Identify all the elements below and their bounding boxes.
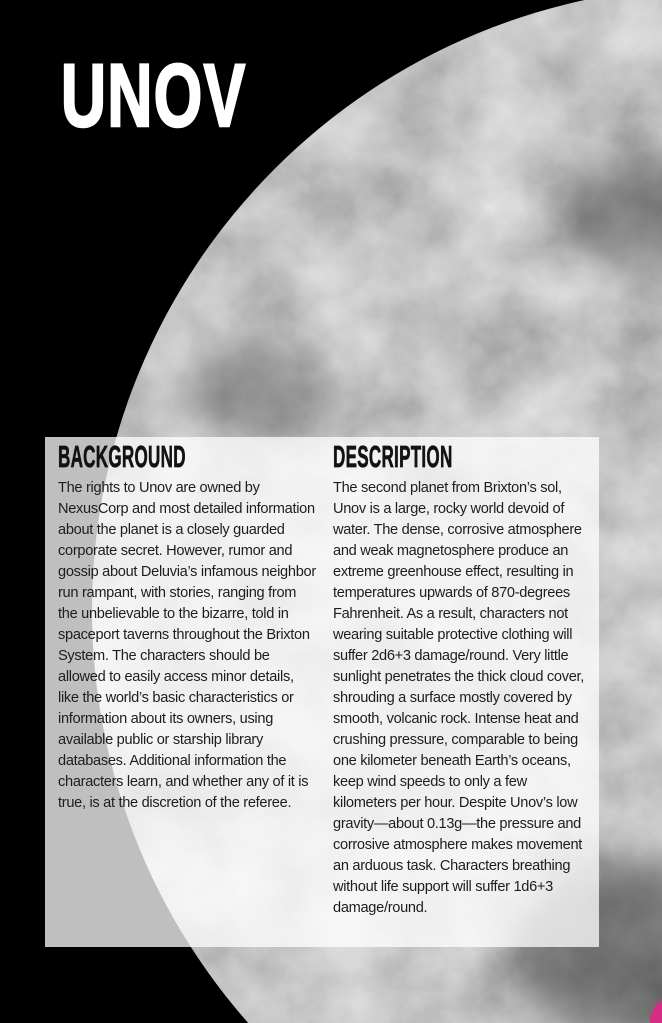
- section-description: [333, 441, 593, 947]
- background-body: The rights to Unov are owned by NexusCorp and most detailed information about the planet is a closely guarded corporate secret. However, rumor and gossip about Deluvia’s infamous neighbor run rampant, with stories, ranging from the unbelievable to the bizarre, told in spaceport taverns throughout the Brixton System. The characters should be allowed to easily access minor details, like the world’s basic characteristics or information about its owners, using available public or starship library databases. Additional information the characters learn, and whether any of it is true, is at the discretion of the referee.: [58, 480, 316, 811]
- section-background: [58, 441, 318, 947]
- background-heading: BACKGROUND: [58, 439, 186, 474]
- page-title: UNOV: [61, 45, 247, 145]
- description-body: The second planet from Brixton’s sol, Unov is a large, rocky world devoid of water. The dense, corrosive atmosphere and weak magnetosphere produce an extreme greenhouse effect, resulting in temperatures upwards of 870-degrees Fahrenheit. As a result, characters not wearing suitable protective clothing will suffer 2d6+3 damage/round. Very little sunlight penetrates the thick cloud cover, shrouding a surface mostly covered by smooth, volcanic rock. Intense heat and crushing pressure, comparable to being one kilometer beneath Earth’s oceans, keep wind speeds to only a few kilometers per hour. Despite Unov’s low gravity—about 0.13g—the pressure and corrosive atmosphere makes movement an arduous task. Characters breathing without life support will suffer 1d6+3 damage/round.: [333, 480, 585, 916]
- content-panel: [45, 437, 599, 947]
- description-heading: DESCRIPTION: [333, 439, 453, 474]
